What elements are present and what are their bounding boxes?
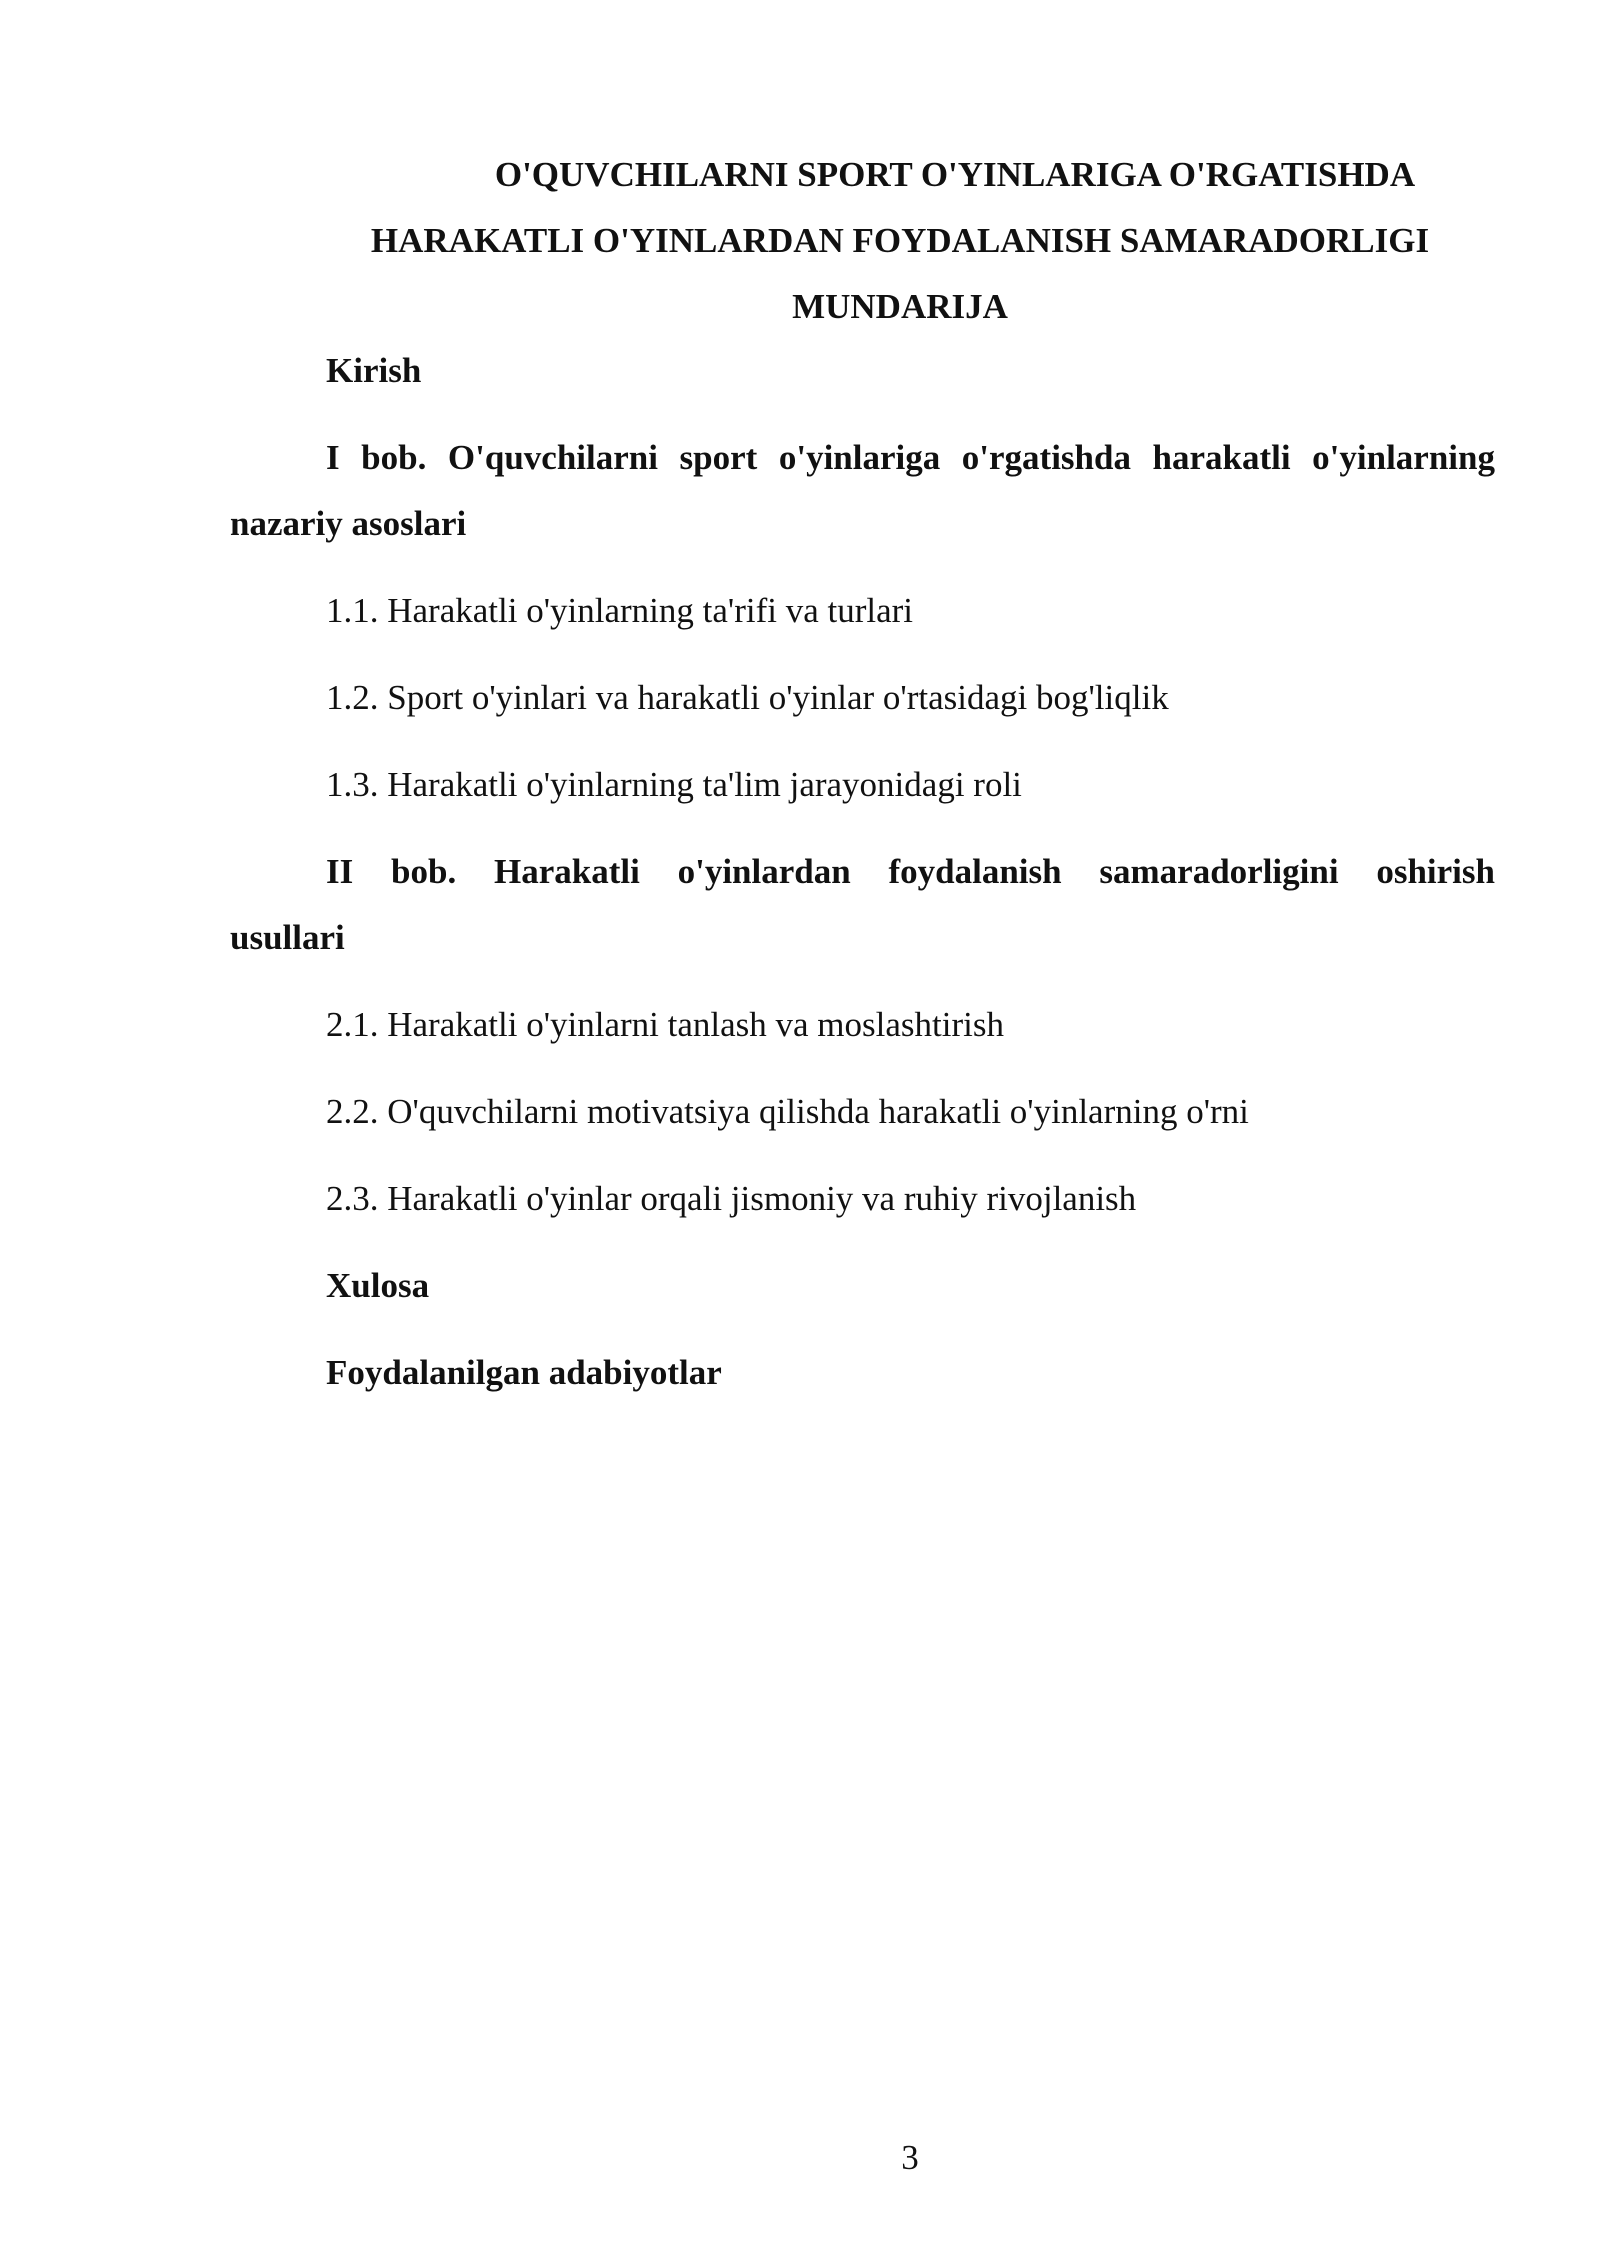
page-number: 3 xyxy=(901,2138,919,2177)
chapter-2-title-line-2: usullari xyxy=(230,918,345,957)
toc-entry-section-2-1: 2.1. Harakatli o'yinlarni tanlash va moslashtirish xyxy=(326,1005,1004,1044)
document-title xyxy=(230,142,1570,340)
toc-entry-chapter-2 xyxy=(230,839,1495,971)
title-line-2: HARAKATLI O'YINLARDAN FOYDALANISH SAMARADORLIGI xyxy=(370,221,1430,260)
toc-entry-references: Foydalanilgan adabiyotlar xyxy=(326,1353,722,1392)
toc-entry-chapter-1: I bob. O'quvchilarni sport o'yinlariga o'rgatishda harakatli o'yinlarning nazariy asoslari xyxy=(230,438,1495,543)
toc-heading: MUNDARIJA xyxy=(792,287,1008,326)
toc-entry-section-1-1: 1.1. Harakatli o'yinlarning ta'rifi va turlari xyxy=(326,591,914,630)
toc-entry-intro: Kirish xyxy=(326,351,422,390)
toc-entry-section-2-2: 2.2. O'quvchilarni motivatsiya qilishda harakatli o'yinlarning o'rni xyxy=(326,1092,1249,1131)
toc-entry-section-2-3: 2.3. Harakatli o'yinlar orqali jismoniy va ruhiy rivojlanish xyxy=(326,1179,1137,1218)
toc-entry-section-1-3: 1.3. Harakatli o'yinlarning ta'lim jarayonidagi roli xyxy=(326,765,1022,804)
title-line-1: O'QUVCHILARNI SPORT O'YINLARIGA O'RGATISHDA xyxy=(494,155,1416,194)
table-of-contents xyxy=(230,338,1495,1406)
chapter-2-title-line-1: II bob. Harakatli o'yinlardan foydalanish samaradorligini oshirish xyxy=(326,852,1495,891)
toc-entry-section-1-2: 1.2. Sport o'yinlari va harakatli o'yinlar o'rtasidagi bog'liqlik xyxy=(326,678,1169,717)
toc-entry-conclusion: Xulosa xyxy=(326,1266,430,1305)
